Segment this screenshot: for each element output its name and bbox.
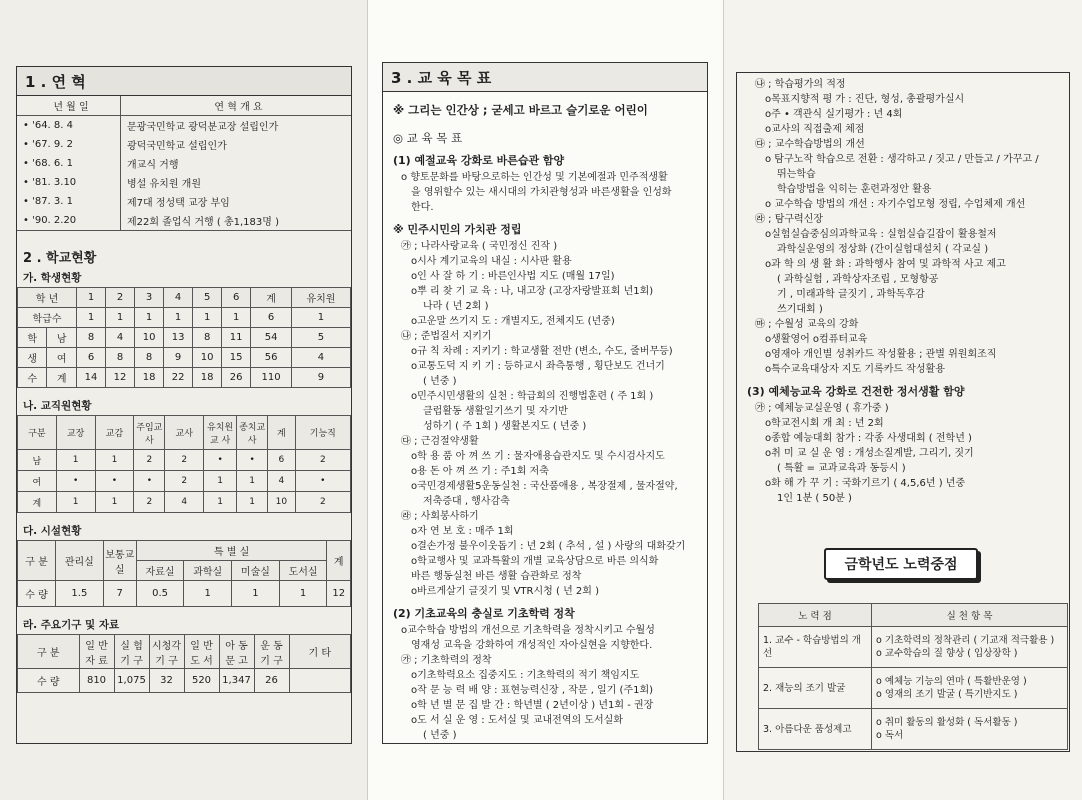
staff-cell: 1 [204,471,237,492]
plan-item: o 교수학습의 질 향상 ( 입상장학 ) [876,648,1018,659]
goal-heading: (2) 기초교육의 충실로 기초학력 정착 [393,607,575,620]
facility-cell: 0.5 [136,581,184,607]
equipment-table [17,634,351,693]
plan-key: 1. 교수 - 학습방법의 개선 [759,627,872,668]
staff-cell: 여 [18,471,57,492]
goal-line: o뿌 리 찾 기 교 육 : 나, 내고장 (고장자랑발표회 년1회) [411,286,654,297]
facility-title: 다. 시설현황 [23,525,82,537]
staff-cell: 2 [134,450,165,471]
goal-line: o과 학 의 생 활 화 : 과학행사 참여 및 과학적 사고 제고 [765,259,1006,270]
students-cell: 6 [251,308,292,328]
history-desc: 광덕국민학교 설립인가 [127,141,227,152]
section-history-title: 1 . 연 혁 [17,67,351,96]
goal-line: o목표지향적 평 가 : 진단, 형성, 총괄평가실시 [765,94,965,105]
students-table [17,287,351,388]
staff-cell: 1 [95,492,134,513]
plan-item: o 기초학력의 정착관리 ( 기교재 적극활용 ) [876,635,1055,646]
school-status-box [16,66,352,744]
left-panel [0,0,368,800]
history-desc: 문광국민학교 광덕분교장 설립인가 [127,122,279,133]
goal-heading: (1) 예절교육 강화로 바른습관 함양 [393,154,565,167]
staff-cell: 10 [268,492,295,513]
goal-line: 성하기 ( 주 1회 ) 생활본지도 ( 년중 ) [423,421,587,432]
staff-cell: 계 [18,492,57,513]
plan-item: o 취미 활동의 활성화 ( 독서활동 ) [876,717,1018,728]
students-cell: 9 [291,368,350,388]
goal-line: o결손가정 불우이웃돕기 : 년 2회 ( 추석 , 설 ) 사랑의 대화갖기 [411,541,686,552]
students-header-cell: 1 [77,288,106,308]
goal-line: 클럽활동 생활일기쓰기 및 자기반 [423,406,568,417]
staff-header-cell: 교감 [95,416,134,450]
students-cell: 8 [77,328,106,348]
goal-line: o화 해 가 꾸 기 : 국화기르기 ( 4,5,6년 ) 년중 [765,478,966,489]
students-header-cell: 6 [222,288,251,308]
goal-line: o취 미 교 실 운 영 : 개성소질계발, 그리기, 짓기 [765,448,974,459]
students-cell: 6 [77,348,106,368]
staff-cell: 1 [56,492,95,513]
goal-line: ( 년중 ) [423,730,457,741]
history-date: • '81. 3.10 [17,173,121,192]
facility-cell: 1.5 [56,581,104,607]
facility-cell: 1 [184,581,232,607]
facility-cell: 1 [279,581,327,607]
staff-cell: 남 [18,450,57,471]
students-cell: 1 [135,308,164,328]
plan-item: o 독서 [876,730,904,741]
history-desc: 병설 유치원 개원 [127,179,201,190]
students-header-cell: 학 년 [18,288,77,308]
equipment-header-cell: 일 반도 서 [184,635,219,669]
history-desc: 제22회 졸업식 거행 ( 총1,183명 ) [121,211,352,231]
equipment-cell: 1,075 [114,669,149,693]
students-cell: 26 [222,368,251,388]
section-school-status-title: 2 . 학교현황 [23,251,97,266]
goal-line: 1인 1분 ( 50분 ) [777,493,852,504]
facility-table [17,540,351,607]
staff-cell: 2 [295,450,350,471]
goal-line: o국민경제생활5운동실천 : 국산품애용 , 복장절제 , 물자절약, [411,481,678,492]
students-cell: 18 [135,368,164,388]
students-cell: 11 [222,328,251,348]
students-cell: 54 [251,328,292,348]
history-desc: 제7대 정성택 교장 부임 [127,198,230,209]
staff-cell: 1 [204,492,237,513]
facility-cell: 7 [103,581,136,607]
goal-line: ( 과학실험 , 과학상자조립 , 모형항공 [777,274,939,285]
goal-line: o실험실습중심의과학교육 : 실험실습길잡이 활용철저 [765,229,997,240]
right-panel [724,0,1082,800]
students-header-cell: 2 [106,288,135,308]
staff-header-cell: 계 [268,416,295,450]
goal-line: ㉯ ; 학습평가의 적정 [755,79,846,90]
equipment-header-cell: 구 분 [18,635,80,669]
goal-line: 뛰는학습 [777,169,816,180]
focus-badge: 금학년도 노력중점 [824,548,978,580]
equipment-title: 라. 주요기구 및 자료 [23,619,120,631]
plan-item: o 영재의 조기 발굴 ( 특기반지도 ) [876,689,1018,700]
facility-header-botong: 보통교실 [103,541,136,581]
goal-line: o바르게살기 글짓기 및 VTR시청 ( 년 2회 ) [411,586,600,597]
facility-header-gye: 계 [327,541,351,581]
staff-header-cell: 교사 [165,416,204,450]
plan-header: 실 천 항 목 [872,604,1068,627]
staff-header-cell: 기능직 [295,416,350,450]
students-cell: 8 [193,328,222,348]
goal-line: ㉯ ; 준법질서 지키기 [401,331,492,342]
goals-heading: ◎ 교 육 목 표 [393,131,463,145]
students-title: 가. 학생현황 [23,272,82,284]
goal-line: 영재성 교육을 강화하여 개성적인 자아실현을 지향한다. [411,640,653,651]
history-date: • '68. 6. 1 [17,154,121,173]
staff-cell: • [237,450,268,471]
facility-cell: 1 [232,581,280,607]
staff-cell: 4 [268,471,295,492]
staff-cell: 1 [95,450,134,471]
students-cell: 14 [77,368,106,388]
goal-line: o작 문 능 력 배 양 : 표현능력신장 , 작문 , 일기 (주1회) [411,685,654,696]
goal-line: o민주시민생활의 실천 : 학급회의 진행법훈련 ( 주 1회 ) [411,391,654,402]
students-cell: 9 [164,348,193,368]
goal-line: ㉱ ; 사회봉사하기 [401,511,479,522]
staff-cell: • [295,471,350,492]
goal-line: o자 연 보 호 : 매주 1회 [411,526,514,537]
goal-line: o학교전시회 개 최 : 년 2회 [765,418,884,429]
goal-line: 쓰기대회 ) [777,304,823,315]
equipment-cell: 520 [184,669,219,693]
students-cell: 생 [18,348,47,368]
students-header-cell: 계 [251,288,292,308]
goal-line: ( 특활 = 교과교육과 동등시 ) [777,463,906,474]
goal-line: ㉱ ; 탐구력신장 [755,214,824,225]
facility-row-label: 수 량 [18,581,56,607]
goal-line: 기 , 미래과학 글짓기 , 과학독후감 [777,289,925,300]
plan-header: 노 력 점 [759,604,872,627]
students-cell: 4 [291,348,350,368]
staff-cell: • [56,471,95,492]
students-cell: 1 [164,308,193,328]
plan-item: o 예체능 기능의 연마 ( 특활반운영 ) [876,676,1027,687]
goal-line: ㉰ ; 근검절약생활 [401,436,479,447]
goal-line: 과학실운영의 정상화 (간이실험대설치 ( 각교실 ) [777,244,989,255]
history-date: • '64. 8. 4 [17,116,121,136]
focus-plan-table [758,603,1068,750]
staff-header-cell: 구분 [18,416,57,450]
equipment-header-cell: 기 타 [289,635,351,669]
history-date: • '87. 3. 1 [17,192,121,211]
plan-value [872,668,1068,709]
goal-line: ㉮ ; 나라사랑교육 ( 국민정신 진작 ) [401,241,558,252]
motto: ※ 그리는 인간상 ; 굳세고 바르고 슬기로운 어린이 [393,103,648,117]
students-cell: 10 [193,348,222,368]
equipment-header-cell: 운 동기 구 [254,635,289,669]
goal-line: ㉰ ; 교수학습방법의 개선 [755,139,865,150]
students-cell: 18 [193,368,222,388]
equipment-cell: 1,347 [219,669,254,693]
staff-header-cell: 유치원교 사 [204,416,237,450]
students-header-cell: 유치원 [291,288,350,308]
equipment-header-cell: 실 험기 구 [114,635,149,669]
staff-table [17,415,351,513]
goal-line: o교통도덕 지 키 기 : 등하교시 좌측통행 , 횡단보도 건너기 [411,361,665,372]
goal-line: o학교행사 및 교과특활의 개별 교육상담으로 바른 의식화 [411,556,659,567]
facility-subheader: 도서실 [279,561,327,581]
students-cell: 110 [251,368,292,388]
goal-heading: ※ 민주시민의 가치관 정립 [393,223,522,236]
students-header-cell: 5 [193,288,222,308]
goal-heading: (3) 예체능교육 강화로 건전한 정서생활 함양 [747,385,965,398]
staff-title: 나. 교직원현황 [23,400,92,412]
section-goals-title: 3 . 교 육 목 표 [383,63,707,92]
students-cell: 1 [193,308,222,328]
staff-cell: 2 [165,471,204,492]
staff-cell: 1 [56,450,95,471]
equipment-cell: 32 [149,669,184,693]
goal-line: 을 영위할수 있는 새시대의 가치관형성과 바른생활을 인성화 [411,187,672,198]
students-cell: 13 [164,328,193,348]
goal-line: o교사의 직접출제 체점 [765,124,865,135]
equipment-header-cell: 일 반자 료 [79,635,114,669]
history-table [17,96,351,231]
goal-line: o기초학력요소 집중지도 : 기초학력의 적기 책임지도 [411,670,640,681]
facility-subheader: 미술실 [232,561,280,581]
students-header-cell: 4 [164,288,193,308]
goal-line: o 향토문화를 바탕으로하는 인간성 및 기본예절과 민주적생활 [401,172,668,183]
facility-cell: 12 [327,581,351,607]
goals-text [383,152,707,743]
equipment-header-cell: 시청각기 구 [149,635,184,669]
history-header-desc: 연 혁 개 요 [121,96,352,116]
students-cell: 여 [47,348,77,368]
students-cell: 22 [164,368,193,388]
staff-header-cell: 종치교사 [237,416,268,450]
staff-header-cell: 주임교사 [134,416,165,450]
students-cell: 5 [291,328,350,348]
goal-line: o교수학습 방법의 개선으로 기초학력을 정착시키고 수월성 [401,625,655,636]
goal-line: o학 용 품 아 껴 쓰 기 : 물자애용습관지도 및 수시검사지도 [411,451,665,462]
history-desc: 개교식 거행 [127,160,179,171]
goal-line: o특수교육대상자 지도 기록카드 작성활용 [765,364,945,375]
students-header-cell: 3 [135,288,164,308]
goal-line: o 탐구노작 학습으로 전환 : 생각하고 / 짓고 / 만들고 / 가꾸고 / [765,154,1039,165]
students-cell: 남 [47,328,77,348]
staff-cell: 1 [237,492,268,513]
students-cell: 계 [47,368,77,388]
goal-line: 나라 ( 년 2회 ) [423,301,489,312]
students-cell: 1 [222,308,251,328]
students-cell: 8 [135,348,164,368]
goal-line: o고운말 쓰기지 도 : 개별지도, 전체지도 (년중) [411,316,615,327]
students-cell: 4 [106,328,135,348]
goal-line: o학 년 별 문 집 발 간 : 학년별 ( 2년이상 ) 년1회 - 권장 [411,700,654,711]
goal-line: ㉮ ; 기초학력의 정착 [401,655,492,666]
students-cell: 1 [291,308,350,328]
equipment-cell [289,669,351,693]
students-cell: 학급수 [18,308,77,328]
goal-line: ( 년중 ) [423,376,457,387]
facility-subheader: 자료실 [136,561,184,581]
plan-value [872,627,1068,668]
students-cell: 15 [222,348,251,368]
goal-line: o주 • 객관식 실기평가 : 년 4회 [765,109,903,120]
staff-cell: 2 [165,450,204,471]
staff-cell: • [95,471,134,492]
staff-cell: 1 [237,471,268,492]
goal-line: o규 칙 차례 : 지키기 : 학교생활 전반 (변소, 수도, 줄버무등) [411,346,673,357]
staff-cell: 4 [165,492,204,513]
staff-cell: • [134,471,165,492]
plan-key: 3. 아름다운 품성제고 [759,709,872,750]
students-cell: 56 [251,348,292,368]
goal-line: o종합 예능대회 참가 : 각종 사생대회 ( 전학년 ) [765,433,972,444]
plan-value [872,709,1068,750]
equipment-cell: 810 [79,669,114,693]
facility-header-special: 특 별 실 [136,541,327,561]
students-cell: 수 [18,368,47,388]
goal-line: o도 서 실 운 영 : 도서실 및 교내전역의 도서실화 [411,715,623,726]
goal-line: o인 사 잘 하 기 : 바른인사법 지도 (매월 17일) [411,271,615,282]
facility-header-gubun: 구 분 [18,541,56,581]
goal-line: ㉮ ; 예체능교실운영 ( 휴가중 ) [755,403,889,414]
facility-header-gwanri: 관리실 [56,541,104,581]
students-cell: 1 [77,308,106,328]
goal-line: 바른 행동실천 바른 생활 습관화로 정착 [411,571,582,582]
students-cell: 학 [18,328,47,348]
students-cell: 12 [106,368,135,388]
plan-key: 2. 재능의 조기 발굴 [759,668,872,709]
facility-subheader: 과학실 [184,561,232,581]
staff-cell: 6 [268,450,295,471]
students-cell: 1 [106,308,135,328]
staff-cell: 2 [134,492,165,513]
students-cell: 10 [135,328,164,348]
goal-line: 학습방법을 익히는 훈련과정안 활용 [777,184,932,195]
history-date: • '67. 9. 2 [17,135,121,154]
goal-line: 한다. [411,202,434,213]
equipment-cell: 26 [254,669,289,693]
equipment-header-cell: 아 동문 고 [219,635,254,669]
equipment-cell: 수 량 [18,669,80,693]
history-header-date: 년 월 일 [17,96,121,116]
goal-line: o 교수학습 방법의 개선 : 자기수업모형 정립, 수업체제 개선 [765,199,1026,210]
goal-line: o시사 계기교육의 내실 : 시사판 활용 [411,256,572,267]
staff-cell: 2 [295,492,350,513]
goal-line: ㉲ ; 수월성 교육의 강화 [755,319,859,330]
middle-panel [368,0,724,800]
goal-line: o용 돈 아 껴 쓰 기 : 주1회 저축 [411,466,549,477]
history-date: • '90. 2.20 [17,211,121,231]
staff-header-cell: 교장 [56,416,95,450]
goals-continued-text [737,73,1069,506]
goal-line: 저축증대 , 행사감축 [423,496,510,507]
education-goals-box [382,62,708,744]
goal-line: o생활영어 o컴퓨터교육 [765,334,868,345]
goal-line: o영재아 개인별 성취카드 작성활용 ; 관별 위원회조직 [765,349,997,360]
staff-cell: • [204,450,237,471]
students-cell: 8 [106,348,135,368]
